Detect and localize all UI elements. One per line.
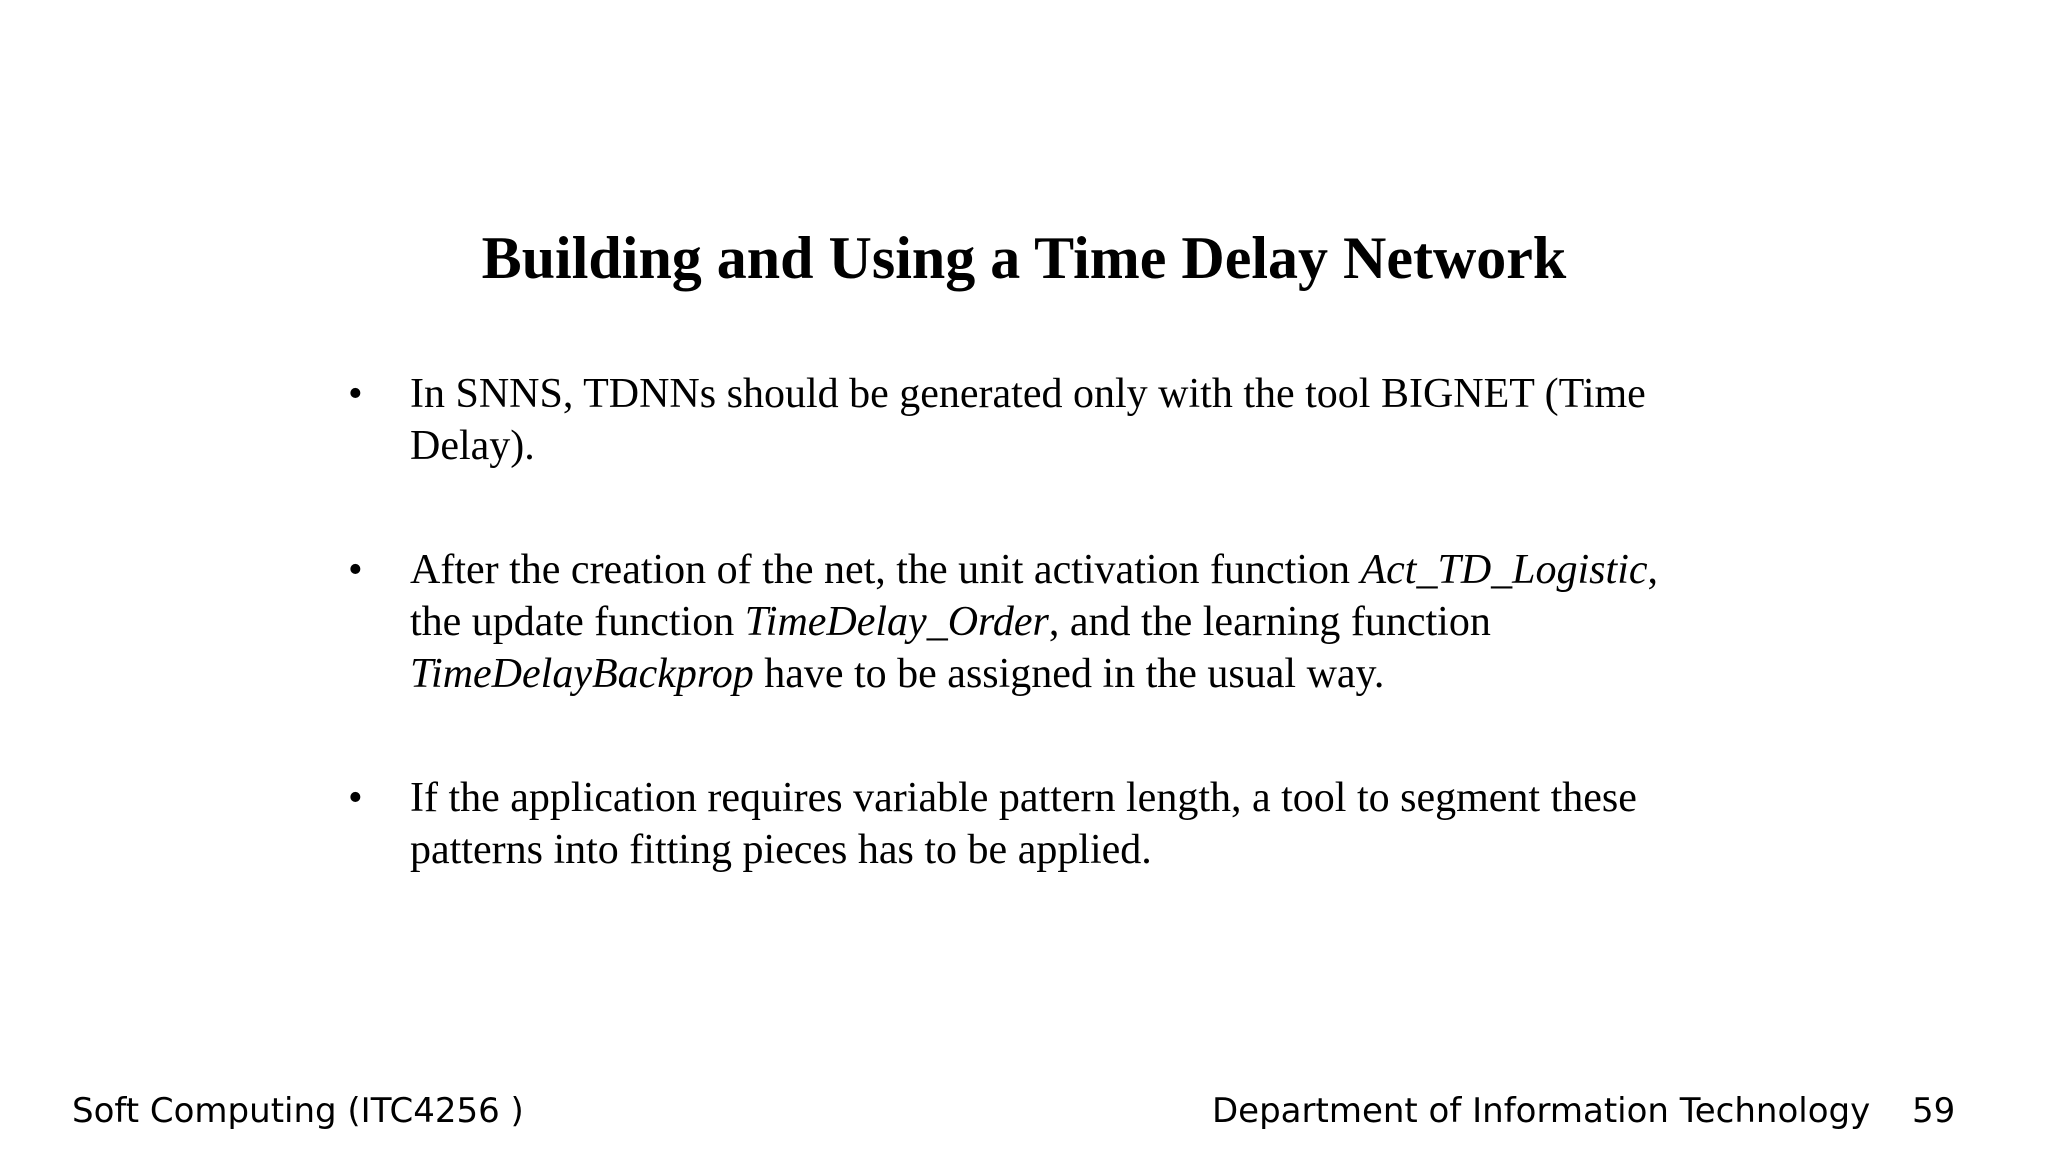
bullet-dot-icon: • xyxy=(348,371,363,417)
page-number: 59 xyxy=(1912,1091,1956,1131)
bullet-text-part: , and the learning function xyxy=(1048,599,1491,645)
slide-title: Building and Using a Time Delay Network xyxy=(481,225,1567,291)
bullet-dot-icon: • xyxy=(348,547,363,593)
bullet-text xyxy=(410,371,1646,469)
bullet-item xyxy=(348,772,1708,876)
bullet-text-part: In SNNS, TDNNs should be generated only with the tool BIGNET (Time Delay). xyxy=(410,371,1646,469)
update-function-name: TimeDelay_Order xyxy=(744,599,1049,645)
bullet-text-part: If the application requires variable pattern length, a tool to segment these patterns into fitting pieces has to be applied. xyxy=(410,775,1637,873)
footer-course: Soft Computing (ITC4256 ) xyxy=(72,1091,524,1131)
bullet-item xyxy=(348,368,1708,472)
bullet-list xyxy=(348,368,1708,948)
bullet-text-part: After the creation of the net, the unit activation function xyxy=(410,547,1361,593)
activation-function-name: Act_TD_Logistic xyxy=(1360,547,1648,593)
bullet-dot-icon: • xyxy=(348,775,363,821)
bullet-text xyxy=(410,547,1658,697)
footer-department: Department of Information Technology xyxy=(1212,1091,1871,1131)
bullet-text-part: , the update function xyxy=(410,547,1659,645)
learning-function-name: TimeDelayBackprop xyxy=(410,651,754,697)
bullet-text-part: have to be assigned in the usual way. xyxy=(753,651,1385,697)
bullet-text xyxy=(410,775,1637,873)
bullet-item xyxy=(348,544,1708,700)
